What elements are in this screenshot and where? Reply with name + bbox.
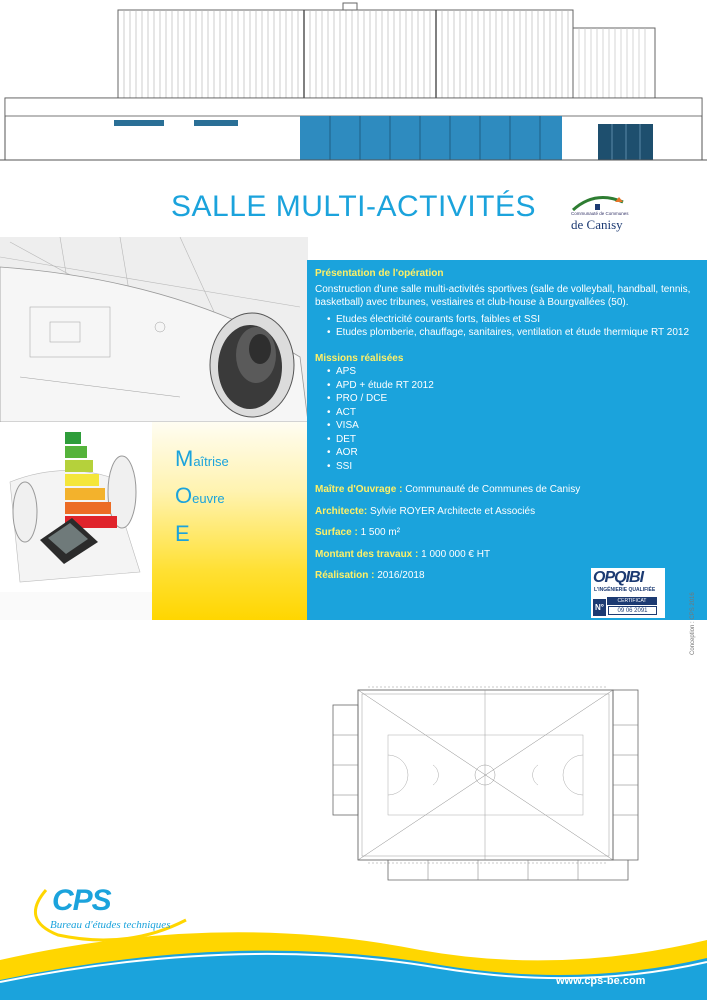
list-item: • ACT xyxy=(315,406,697,420)
list-item: • SSI xyxy=(315,460,697,474)
list-item: • DET xyxy=(315,433,697,447)
detail-amount-value: 1 000 000 € HT xyxy=(421,548,491,560)
detail-amount-label: Montant des travaux : xyxy=(315,548,419,560)
list-item: • APS xyxy=(315,365,697,379)
detail-architect-label: Architecte: xyxy=(315,505,368,517)
detail-architect xyxy=(315,505,697,519)
detail-architect-value: Sylvie ROYER Architecte et Associés xyxy=(370,505,536,517)
opqibi-cert-label: CERTIFICAT xyxy=(607,597,657,605)
opqibi-number: 09 06 2091 xyxy=(608,606,657,615)
detail-realisation-value: 2016/2018 xyxy=(377,570,425,581)
rolled-plans-image xyxy=(0,237,308,422)
moe-o-letter: O xyxy=(175,483,193,508)
opqibi-name: OPQIBI xyxy=(593,569,644,586)
project-info-panel xyxy=(307,260,707,620)
moe-e-letter: E xyxy=(175,521,190,546)
cps-tagline: Bureau d'études techniques xyxy=(50,919,171,931)
cps-brand: CPS xyxy=(52,884,111,917)
list-item: • Etudes plomberie, chauffage, sanitaires, ventilation et étude thermique RT 2012 xyxy=(315,326,697,340)
page-title: SALLE MULTI-ACTIVITÉS xyxy=(170,190,537,223)
canisy-logo xyxy=(565,188,651,236)
detail-surface-label: Surface : xyxy=(315,527,358,538)
website-link[interactable]: www.cps-be.com xyxy=(556,975,646,987)
detail-realisation-label: Réalisation : xyxy=(315,570,375,581)
missions-title: Missions réalisées xyxy=(315,352,404,364)
moe-m-letter: M xyxy=(175,446,194,471)
detail-surface-value: 1 500 m² xyxy=(360,527,401,538)
missions-list xyxy=(315,365,697,473)
list-item: • VISA xyxy=(315,419,697,433)
presentation-title: Présentation de l'opération xyxy=(315,268,444,279)
detail-surface xyxy=(315,526,697,540)
canisy-logo-small-text: Communauté de Communes xyxy=(571,211,629,216)
list-item: • Etudes électricité courants forts, faibles et SSI xyxy=(315,313,697,327)
cps-logo xyxy=(28,880,193,950)
moe-maitrise xyxy=(175,446,229,472)
detail-amount xyxy=(315,548,697,562)
moe-oeuvre-rest: euvre xyxy=(192,491,225,506)
moe-e xyxy=(175,521,190,547)
energy-label-image xyxy=(0,422,152,620)
canisy-logo-name: de Canisy xyxy=(571,217,623,232)
list-item: • PRO / DCE xyxy=(315,392,697,406)
opqibi-number-prefix: N° xyxy=(593,599,606,616)
list-item: • AOR xyxy=(315,446,697,460)
list-item: • APD + étude RT 2012 xyxy=(315,379,697,393)
floor-plan-drawing xyxy=(328,675,658,890)
moe-maitrise-rest: aîtrise xyxy=(193,454,229,469)
presentation-bullets xyxy=(315,313,697,340)
design-credit: Conception : CPS 2016 xyxy=(690,592,696,655)
opqibi-subtitle: L'INGÉNIERIE QUALIFIÉE xyxy=(594,587,656,593)
detail-moa xyxy=(315,483,697,497)
detail-moa-value: Communauté de Communes de Canisy xyxy=(405,484,581,495)
presentation-text: Construction d'une salle multi-activités sportives (salle de volleyball, handball, tennis, basketball) avec tribunes, vestiaires et club-house à Bourgvallées (50). xyxy=(315,283,691,308)
detail-moa-label: Maître d'Ouvrage : xyxy=(315,484,403,495)
building-elevation-image xyxy=(0,0,707,170)
opqibi-certification-badge xyxy=(591,568,665,618)
moe-oeuvre xyxy=(175,483,225,509)
